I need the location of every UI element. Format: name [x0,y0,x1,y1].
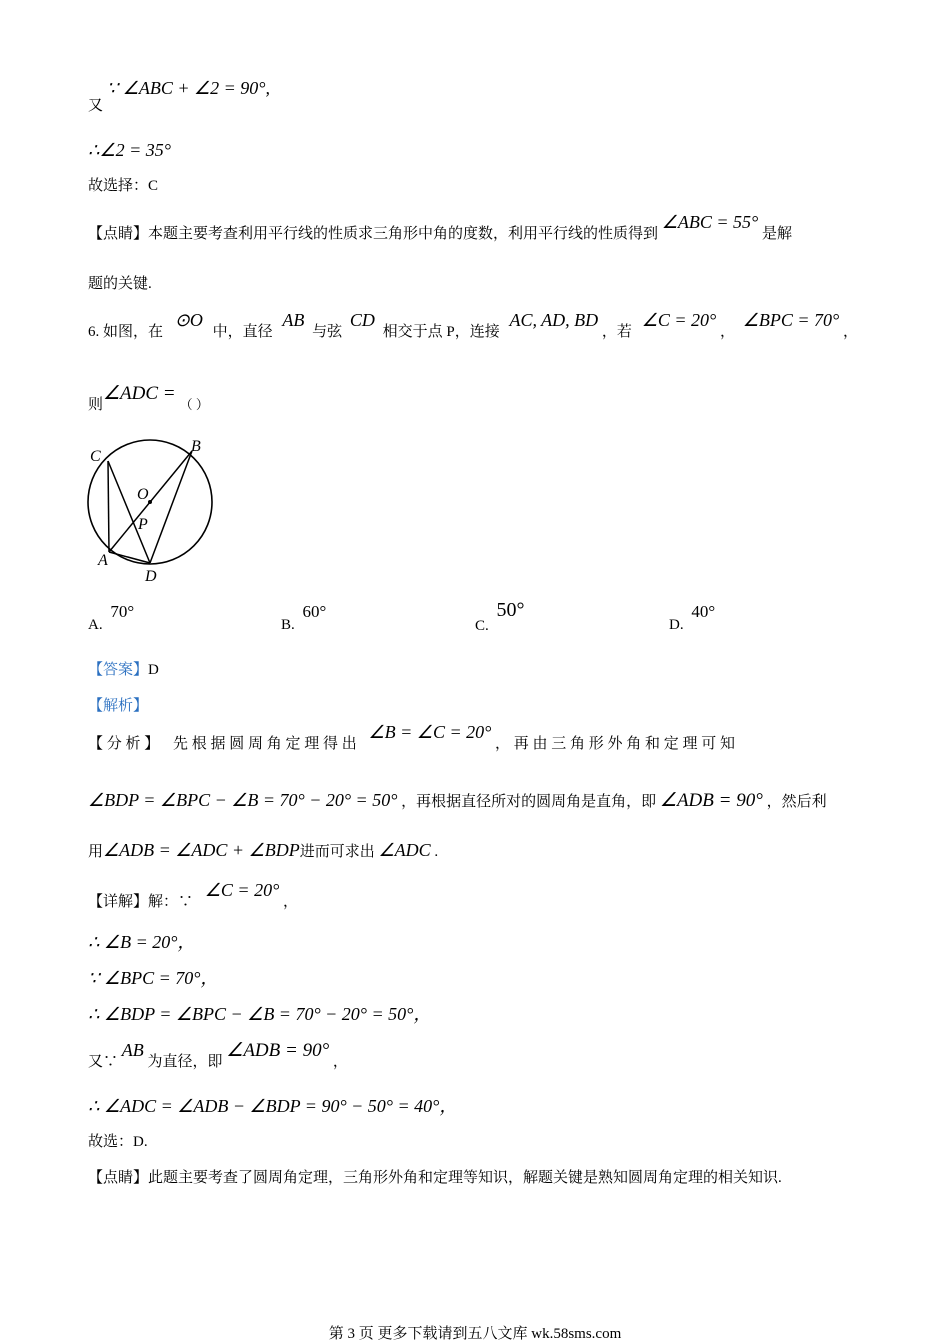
option-b[interactable] [281,602,327,633]
line-key: 题的关键. [88,276,152,292]
analysis-m2: ∠BDP = ∠BPC − ∠B = 70° − 20° = 50° [88,790,398,810]
line-dianjing [88,212,793,244]
option-d-value: 40° [691,602,716,621]
option-d[interactable] [669,602,716,633]
q-t3: 相交于点 P，连接 [382,324,500,340]
detail-s4-math: ∠ADB = 90° [226,1040,330,1061]
detail-step4 [88,1040,348,1072]
detail-s4-ab: AB [121,1040,144,1060]
question-6 [88,310,858,342]
option-a-value: 70° [110,602,135,621]
label-d: D [145,568,157,585]
summary-line [88,1168,782,1188]
dianjing-tag: 【点睛】 [88,226,149,242]
analysis-line1 [88,722,736,754]
option-c-letter: C. [475,618,489,634]
label-a: A [98,552,108,569]
segment-ac [108,461,109,552]
detail-line0 [88,880,299,912]
label-c: C [90,448,101,465]
label-b: B [191,438,201,455]
q-angle-bpc: ∠BPC = 70° [742,310,840,330]
analysis-t4: ，然后利 [766,794,827,810]
analysis-m1: ∠B = ∠C = 20° [368,722,492,742]
q-ab: AB [282,310,305,330]
option-c-value: 50° [496,599,525,621]
summary-text: 此题主要考查了圆周角定理，三角形外角和定理等知识，解题关键是熟知圆周角定理的相关知识. [148,1170,782,1186]
q2-paren: （ ） [179,397,209,412]
analysis-t3: ，再根据直径所对的圆周角是直角，即 [401,794,657,810]
dianjing-math: ∠ABC = 55° [661,212,759,232]
dianjing-text: 本题主要考查利用平行线的性质求三角形中角的度数，利用平行线的性质得到 [148,226,659,242]
q-end: ， [842,324,858,340]
option-b-value: 60° [302,602,327,621]
analysis-t1: 先 根 据 圆 周 角 定 理 得 出 [173,736,357,752]
label-o: O [137,486,149,503]
detail-s4-mid: 为直径，即 [147,1054,223,1070]
analysis-t2: ， 再 由 三 角 形 外 角 和 定 理 可 知 [495,736,736,752]
dianjing-end: 是解 [762,226,793,242]
page-footer: 第 3 页 更多下载请到五八文库 wk.58sms.com [328,1326,622,1342]
option-a-letter: A. [88,617,103,633]
detail-s4-pre: 又∵ [88,1054,119,1070]
detail-step6: 故选：D. [88,1134,148,1150]
q-comma: ， [719,324,735,340]
detail-s3: ∴ ∠BDP = ∠BPC − ∠B = 70° − 20° = 50°， [88,1004,432,1024]
detail-tag: 【详解】 [88,894,149,910]
detail-m0: ∠C = 20° [204,880,280,900]
analysis-line3 [88,840,438,862]
option-b-letter: B. [281,617,295,633]
analysis-t5: 用 [88,844,104,860]
question-6-line2 [88,383,209,415]
q2-math: ∠ADC = [103,383,176,404]
given-prefix: 又 [88,98,104,114]
q-t1: 中，直径 [212,324,273,340]
analysis-t6: 进而可求出 [299,844,375,860]
summary-tag: 【点睛】 [88,1170,149,1186]
circle-figure [82,434,222,586]
line-given [88,78,270,114]
answer-line [88,660,159,680]
q-angle-c: ∠C = 20° [641,310,717,330]
label-p: P [138,516,148,533]
center-dot [148,500,152,504]
analysis-line2 [88,790,827,812]
detail-s4-end: ， [332,1054,348,1070]
analysis-t7: . [434,844,439,860]
q-t2: 与弦 [312,324,343,340]
option-d-letter: D. [669,617,684,633]
option-c[interactable] [475,599,525,634]
q-list: AC, AD, BD [509,310,599,330]
line-choice: 故选择：C [88,178,159,194]
q-circle-o: ⊙O [174,310,203,330]
segment-bd [150,451,192,563]
detail-step5 [88,1096,457,1118]
detail-s5: ∴ ∠ADC = ∠ADB − ∠BDP = 90° − 50° = 40°， [88,1096,458,1116]
detail-s1: ∴ ∠B = 20°， [88,932,196,952]
detail-step1 [88,932,195,954]
analysis-tag: 【解析】 [88,698,149,714]
analysis-label: 【 分 析 】 [88,736,160,752]
q2-pre: 则 [88,397,104,413]
q-num: 6. 如图，在 [88,324,164,340]
answer-value: D [148,662,159,678]
answer-tag: 【答案】 [88,662,149,678]
detail-step2 [88,968,218,990]
line-angle2 [88,140,171,162]
given-math: ∵ ∠ABC + ∠2 = 90°, [106,78,270,98]
option-a[interactable] [88,602,135,633]
chord-cd [108,461,150,563]
analysis-m3: ∠ADB = 90° [659,790,763,811]
detail-s2: ∵ ∠BPC = 70°， [88,968,219,988]
q-cd: CD [349,310,375,330]
q-t4: ，若 [601,324,632,340]
analysis-m5: ∠ADC [378,840,431,860]
detail-m0-end: ， [283,894,299,910]
detail-intro: 解：∵ [148,894,194,910]
detail-step3 [88,1004,431,1026]
angle2-math: ∴∠2 = 35° [88,140,171,160]
analysis-m4: ∠ADB = ∠ADC + ∠BDP [103,840,300,860]
